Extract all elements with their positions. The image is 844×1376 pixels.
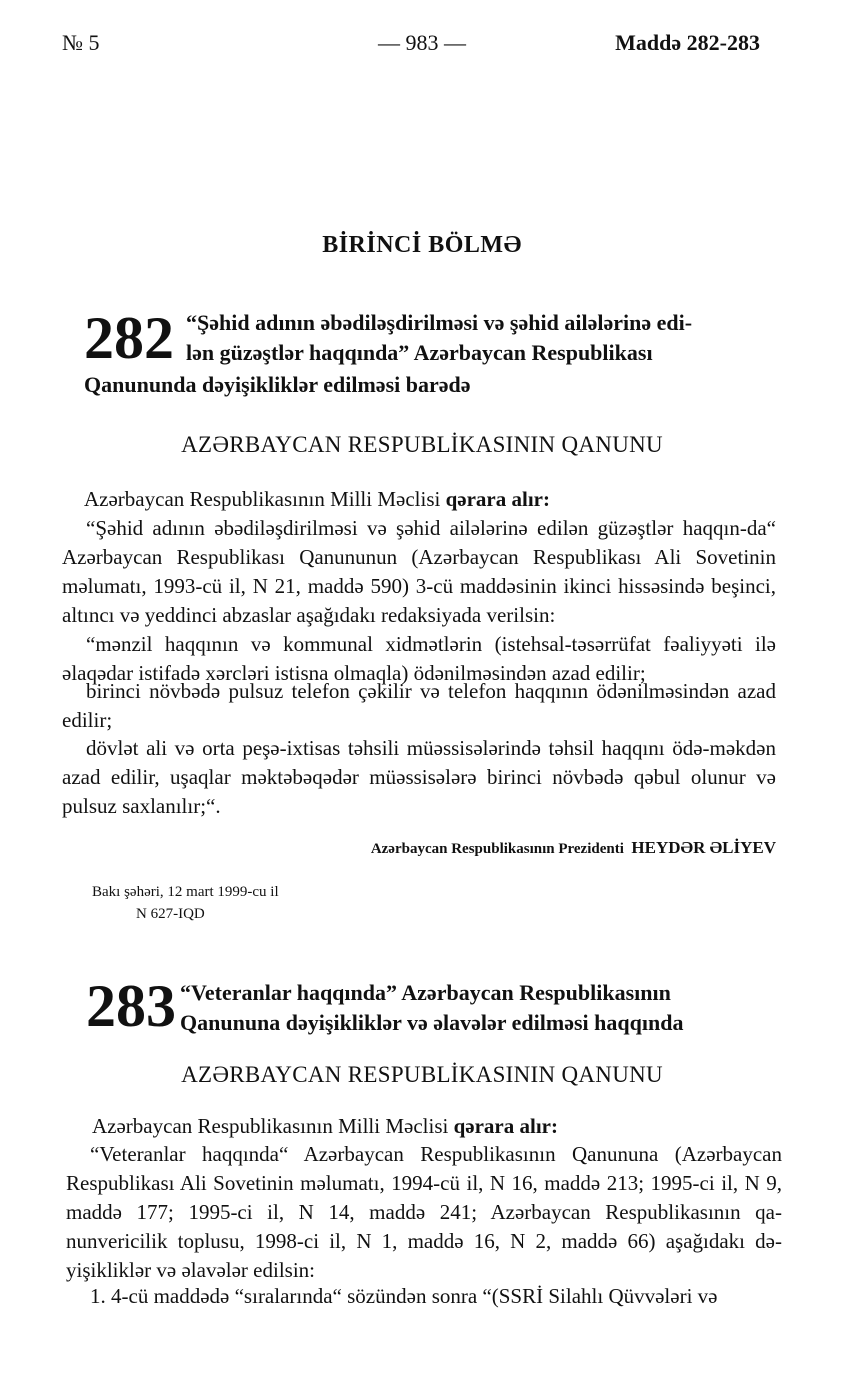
issue-number: № 5 [62,30,100,55]
law-282-place-date: Bakı şəhəri, 12 mart 1999-cu il [92,884,279,900]
law-282-title-line1: “Şəhid adının əbədiləşdirilməsi və şəhid ailələrinə edi- [186,310,693,335]
law-282-decision-bold: qərara alır: [445,487,550,511]
law-283-paragraph-2: 1. 4-cü maddədə “sıralarında“ sözündən sonra “(SSRİ Silahlı Qüvvələri və [90,1284,718,1308]
law-283-number: 283 [86,973,176,1039]
law-282-title-line3: Qanununda dəyişikliklər edilməsi barədə [84,372,471,397]
law-283-decision [92,1112,782,1141]
law-282-paragraph-2: “mənzil haqqının və kommunal xidmətlərin (istehsal-təsərrüfat fəaliyyəti ilə əlaqədar istifadə xərcləri istisna olmaqla) ödənilməsindən azad edilir; [62,632,776,685]
law-283-title-line2: Qanununa dəyişikliklər və əlavələr edilməsi haqqında [180,1010,684,1035]
law-282-type: AZƏRBAYCAN RESPUBLİKASININ QANUNU [181,432,663,457]
law-283-title-line1: “Veteranlar haqqında” Azərbaycan Respublikasının [180,980,671,1005]
law-282-paragraph-1: “Şəhid adının əbədiləşdirilməsi və şəhid ailələrinə edilən güzəştlər haqqın-da“ Azərbaycan Respublikası Qanununun (Azərbaycan Respublikası Ali Sovetinin məlumatı, 1993-cü il, N 21, maddə 590) 3-cü maddəsinin ikinci hissəsində beşinci, altıncı və yeddinci abzaslar aşağıdakı redaksiyada verilsin: [62,516,776,627]
law-282-signature [371,838,776,858]
law-282-paragraph-3: birinci növbədə pulsuz telefon çəkilir və telefon haqqının ödənilməsindən azad edilir; [62,679,776,732]
law-282-decision [84,485,776,514]
section-title: BİRİNCİ BÖLMƏ [322,232,522,258]
article-range: Maddə 282-283 [615,30,760,55]
law-282-doc-number: N 627-IQD [136,906,205,922]
law-282-paragraph-4: dövlət ali və orta peşə-ixtisas təhsili müəssisələrində təhsil haqqını ödə-məkdən azad edilir, uşaqlar məktəbəqədər müəssisələrə birinci növbədə qəbul olunur və pulsuz saxlanılır;“. [62,736,776,818]
page-number: — 983 — [378,30,466,55]
law-283-decision-bold: qərara alır: [453,1114,558,1138]
law-283-paragraph-1: “Veteranlar haqqında“ Azərbaycan Respublikasının Qanununa (Azərbaycan Respublikası Ali Sovetinin məlumatı, 1994-cü il, N 16, maddə 213; 1995-ci il, N 9, maddə 177; 1995-ci il, N 14, maddə 241; Azərbaycan Respublikasının qa-nunvericilik toplusu, 1998-ci il, N 1, maddə 16, N 2, maddə 66) aşağıdakı də-yişikliklər və əlavələr edilsin: [66,1142,782,1282]
law-283-decision-intro: Azərbaycan Respublikasının Milli Məclisi [92,1114,454,1138]
law-282-number: 282 [84,305,174,371]
signature-role: Azərbaycan Respublikasının Prezidenti [370,841,624,857]
law-282-title-line2: lən güzəştlər haqqında” Azərbaycan Respublikası [186,340,653,365]
signature-name: HEYDƏR ƏLİYEV [631,838,776,857]
law-282-decision-intro: Azərbaycan Respublikasının Milli Məclisi [84,487,446,511]
law-283-type: AZƏRBAYCAN RESPUBLİKASININ QANUNU [181,1062,663,1087]
